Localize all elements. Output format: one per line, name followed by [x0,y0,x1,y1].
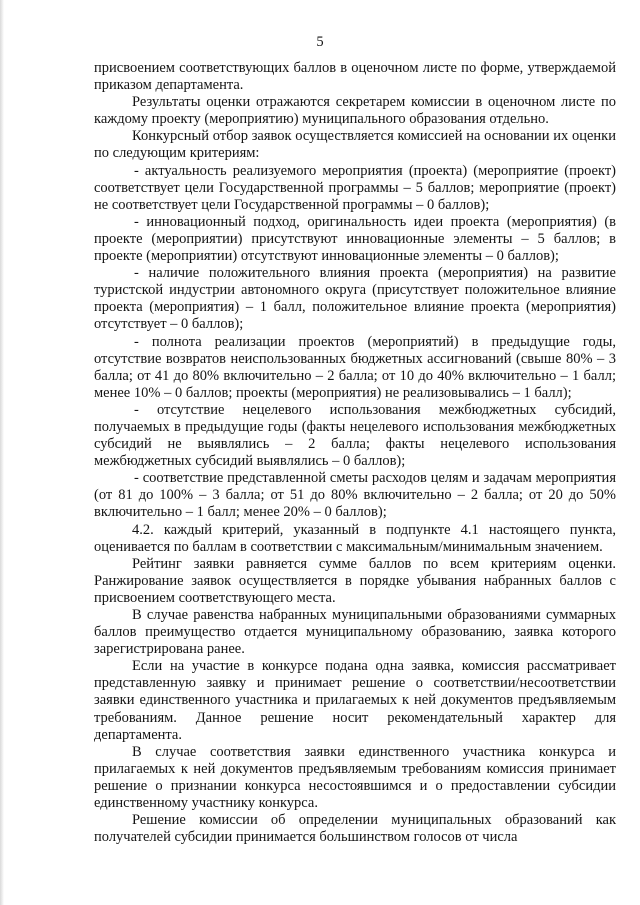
criterion-no-misuse: - отсутствие нецелевого использования межбюджетных субсидий, получаемых в предыдущие годы (факты нецелевого использования межбюджетных субсидий не выявлялись – 2 балла; факты нецелевого использования межбюджетных субсидий выявлялись – 0 баллов); [94,401,616,470]
page-edge-shadow [0,0,4,905]
criterion-innovation: - инновационный подход, оригинальность идеи проекта (мероприятия) (в проекте (мероприятии) присутствуют инновационные элементы – 5 баллов; в проекте (мероприятии) отсутствуют инновационные элементы – 0 баллов); [94,213,616,265]
paragraph-selection-intro: Конкурсный отбор заявок осуществляется комиссией на основании их оценки по следующим критериям: [94,128,616,162]
criterion-budget-match: - соответствие представленной сметы расходов целям и задачам мероприятия (от 81 до 100% – 3 балла; от 51 до 80% включительно – 2 балла; от 20 до 50% включительно – 1 балл; менее 20% – 0 баллов); [94,470,616,521]
paragraph-results: Результаты оценки отражаются секретарем комиссии в оценочном листе по каждому проекту (мероприятию) муниципального образования отдельно. [94,94,616,128]
paragraph-decision: Решение комиссии об определении муниципальных образований как получателей субсидии принимается большинством голосов от числа [94,812,616,846]
paragraph-rating: Рейтинг заявки равняется сумме баллов по всем критериям оценки. Ранжирование заявок осуществляется в порядке убывания набранных баллов с присвоением соответствующего места. [94,555,616,606]
criterion-relevance: - актуальность реализуемого мероприятия (проекта) (мероприятие (проект) соответствует цели Государственной программы – 5 баллов; мероприятие (проект) не соответствует цели Государственной программы – 0 баллов); [94,162,616,213]
paragraph-continuation: присвоением соответствующих баллов в оценочном листе по форме, утверждаемой приказом департамента. [94,60,616,94]
paragraph-4-2: 4.2. каждый критерий, указанный в подпункте 4.1 настоящего пункта, оценивается по баллам в соответствии с максимальным/минимальным значением. [94,521,616,555]
page-number: 5 [316,34,324,50]
criterion-completeness: - полнота реализации проектов (мероприятий) в предыдущие годы, отсутствие возвратов неиспользованных бюджетных ассигнований (свыше 80% – 3 балла; от 41 до 80% включительно – 2 балла; от 10 до 40% включительно – 1 балл; менее 10% – 0 баллов; проекты (мероприятия) не реализовывались – 1 балл); [94,333,616,401]
paragraph-single-application: Если на участие в конкурсе подана одна заявка, комиссия рассматривает представленную заявку и принимает решение о соответствии/несоответствии заявки единственного участника и прилагаемых к ней документов предъявляемым требованиям. Данное решение носит рекомендательный характер для департамента. [94,658,616,743]
body-text [94,60,616,846]
criterion-tourism-impact: - наличие положительного влияния проекта (мероприятия) на развитие туристской индустрии автономного округа (присутствует положительное влияние проекта (мероприятия) – 1 балл, положительное влияние проекта (мероприятия) отсутствует – 0 баллов); [94,265,616,333]
paragraph-tie: В случае равенства набранных муниципальными образованиями суммарных баллов преимущество отдается муниципальному образованию, заявка которого зарегистрирована ранее. [94,607,616,658]
paragraph-single-compliance: В случае соответствия заявки единственного участника конкурса и прилагаемых к ней документов предъявляемым требованиям комиссия принимает решение о признании конкурса несостоявшимся и о предоставлении субсидии единственному участнику конкурса. [94,743,616,812]
